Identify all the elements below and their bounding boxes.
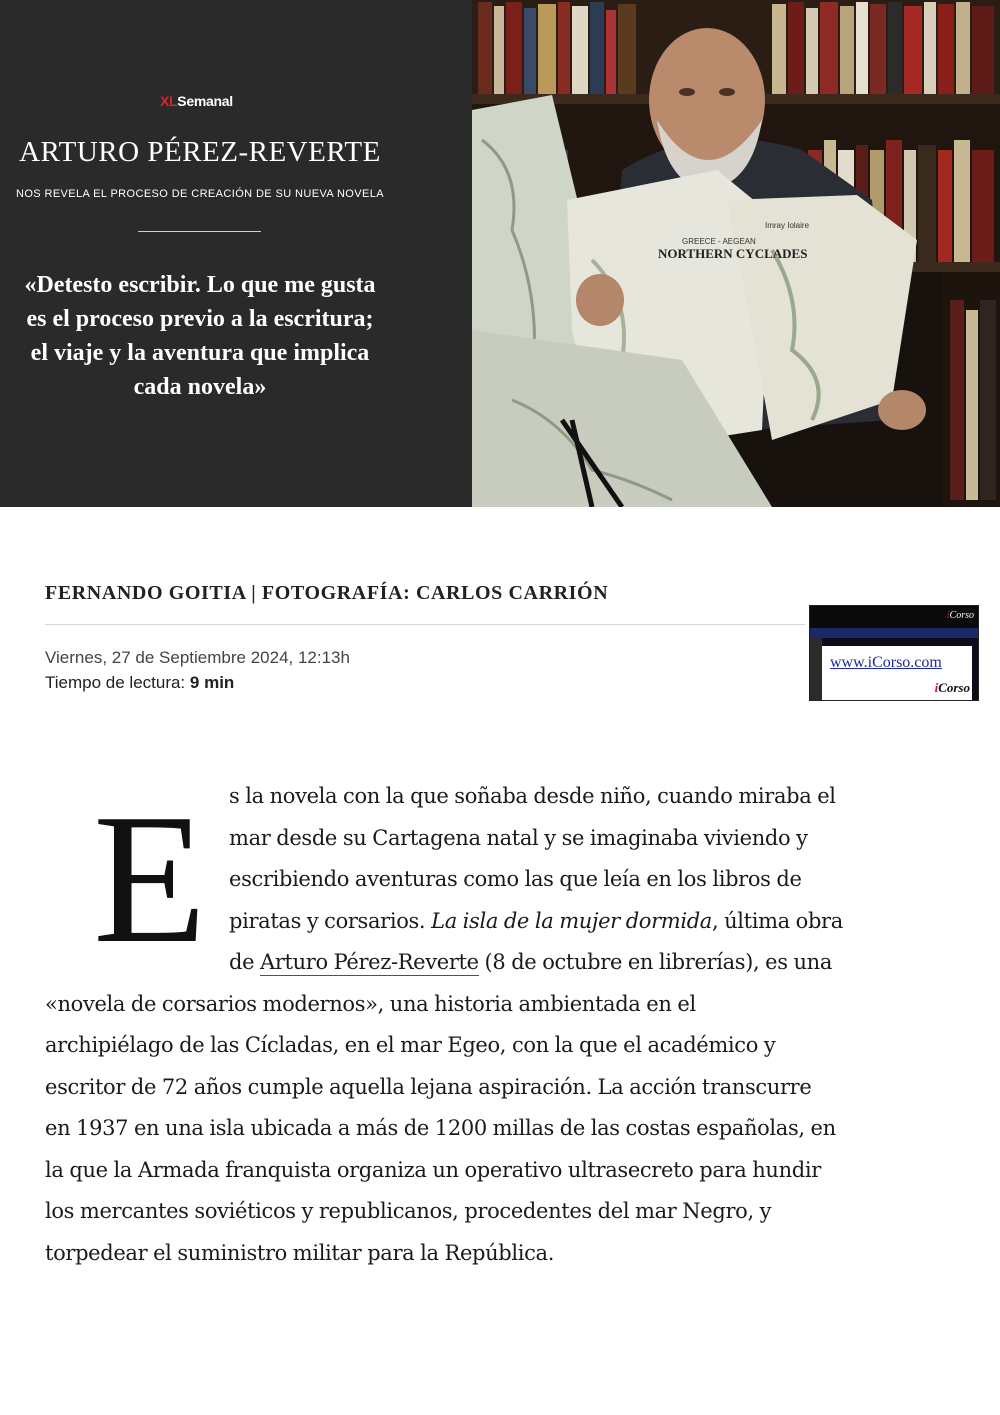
reading-time-label: Tiempo de lectura: [45, 673, 186, 692]
ad-logo: iCorso [934, 680, 970, 695]
reading-time [45, 673, 234, 693]
map-header-text: GREECE - AEGEAN [682, 237, 756, 246]
text-span: piratas y corsarios. [229, 908, 432, 933]
ad-logo-top: iCorso [946, 610, 974, 621]
brand-prefix: XL [160, 93, 178, 109]
photo-illustration [472, 0, 1000, 507]
text-span: de [229, 950, 260, 974]
hero-text-panel [0, 0, 472, 507]
quote-line: «Detesto escribir. Lo que me gusta [24, 272, 376, 298]
text-span: en 1937 en una isla ubicada a más de 1200 millas de las costas españolas, en [45, 1116, 836, 1140]
byline-divider [45, 624, 805, 625]
book-title: La isla de la mujer dormida [431, 908, 712, 933]
text-span: mar desde su Cartagena natal y se imaginaba viviendo y [229, 825, 808, 850]
ad-thumbnail[interactable] [809, 605, 979, 701]
byline: FERNANDO GOITIA | FOTOGRAFÍA: CARLOS CARRIÓN [45, 582, 609, 604]
text-span: (8 de octubre en librerías), es una [478, 950, 833, 974]
article-line [45, 1241, 554, 1265]
hero-quote [0, 268, 400, 404]
reading-time-value: 9 min [189, 673, 235, 692]
article-line [229, 950, 832, 974]
article-line [229, 867, 802, 891]
author-photo [472, 0, 1000, 507]
article-line [45, 1116, 836, 1140]
article-line [45, 1199, 771, 1223]
article-line [45, 992, 696, 1016]
text-span: , última obra [711, 908, 843, 933]
text-span: la que la Armada franquista organiza un operativo ultrasecreto para hundir [45, 1157, 821, 1182]
map-title-text: NORTHERN CYCLADES [658, 246, 808, 261]
ad-sidebar [810, 638, 822, 700]
ad-url-link[interactable]: www.iCorso.com [830, 654, 942, 671]
article-line [229, 826, 808, 850]
hero-subtitle: NOS REVELA EL PROCESO DE CREACIÓN DE SU NUEVA NOVELA [15, 188, 384, 200]
text-span: torpedear el suministro militar para la República. [45, 1240, 555, 1265]
quote-line: es el proceso previo a la escritura; [26, 306, 374, 332]
article-line [45, 1075, 811, 1099]
quote-line: el viaje y la aventura que implica [30, 340, 370, 366]
brand-name: Semanal [177, 93, 233, 109]
text-span: escritor de 72 años cumple aquella lejana aspiración. La acción transcurre [45, 1074, 812, 1099]
text-span: «novela de corsarios modernos», una historia ambientada en el [45, 991, 696, 1016]
quote-line: cada novela» [133, 374, 267, 400]
hero-banner [0, 0, 1000, 507]
map-brand-text: Imray Iolaire [765, 221, 810, 230]
text-span: los mercantes soviéticos y republicanos, procedentes del mar Negro, y [45, 1199, 772, 1223]
text-span: escribiendo aventuras como las que leía en los libros de [229, 867, 802, 891]
ad-band [810, 628, 978, 638]
publish-date: Viernes, 27 de Septiembre 2024, 12:13h [45, 648, 350, 667]
author-link[interactable]: Arturo Pérez-Reverte [260, 950, 479, 974]
article-line [45, 1158, 821, 1182]
right-hand [878, 390, 926, 430]
text-span: archipiélago de las Cícladas, en el mar Egeo, con la que el académico y [45, 1033, 776, 1057]
article-line [229, 784, 836, 808]
text-span: s la novela con la que soñaba desde niño, cuando miraba el [229, 784, 836, 808]
hero-author-name: ARTURO PÉREZ-REVERTE [19, 136, 381, 168]
left-hand [576, 274, 624, 326]
hero-divider [138, 231, 261, 232]
brand-logo[interactable] [160, 93, 233, 109]
drop-cap: E [93, 776, 207, 982]
article-line [45, 1033, 775, 1057]
article-line [229, 909, 843, 933]
